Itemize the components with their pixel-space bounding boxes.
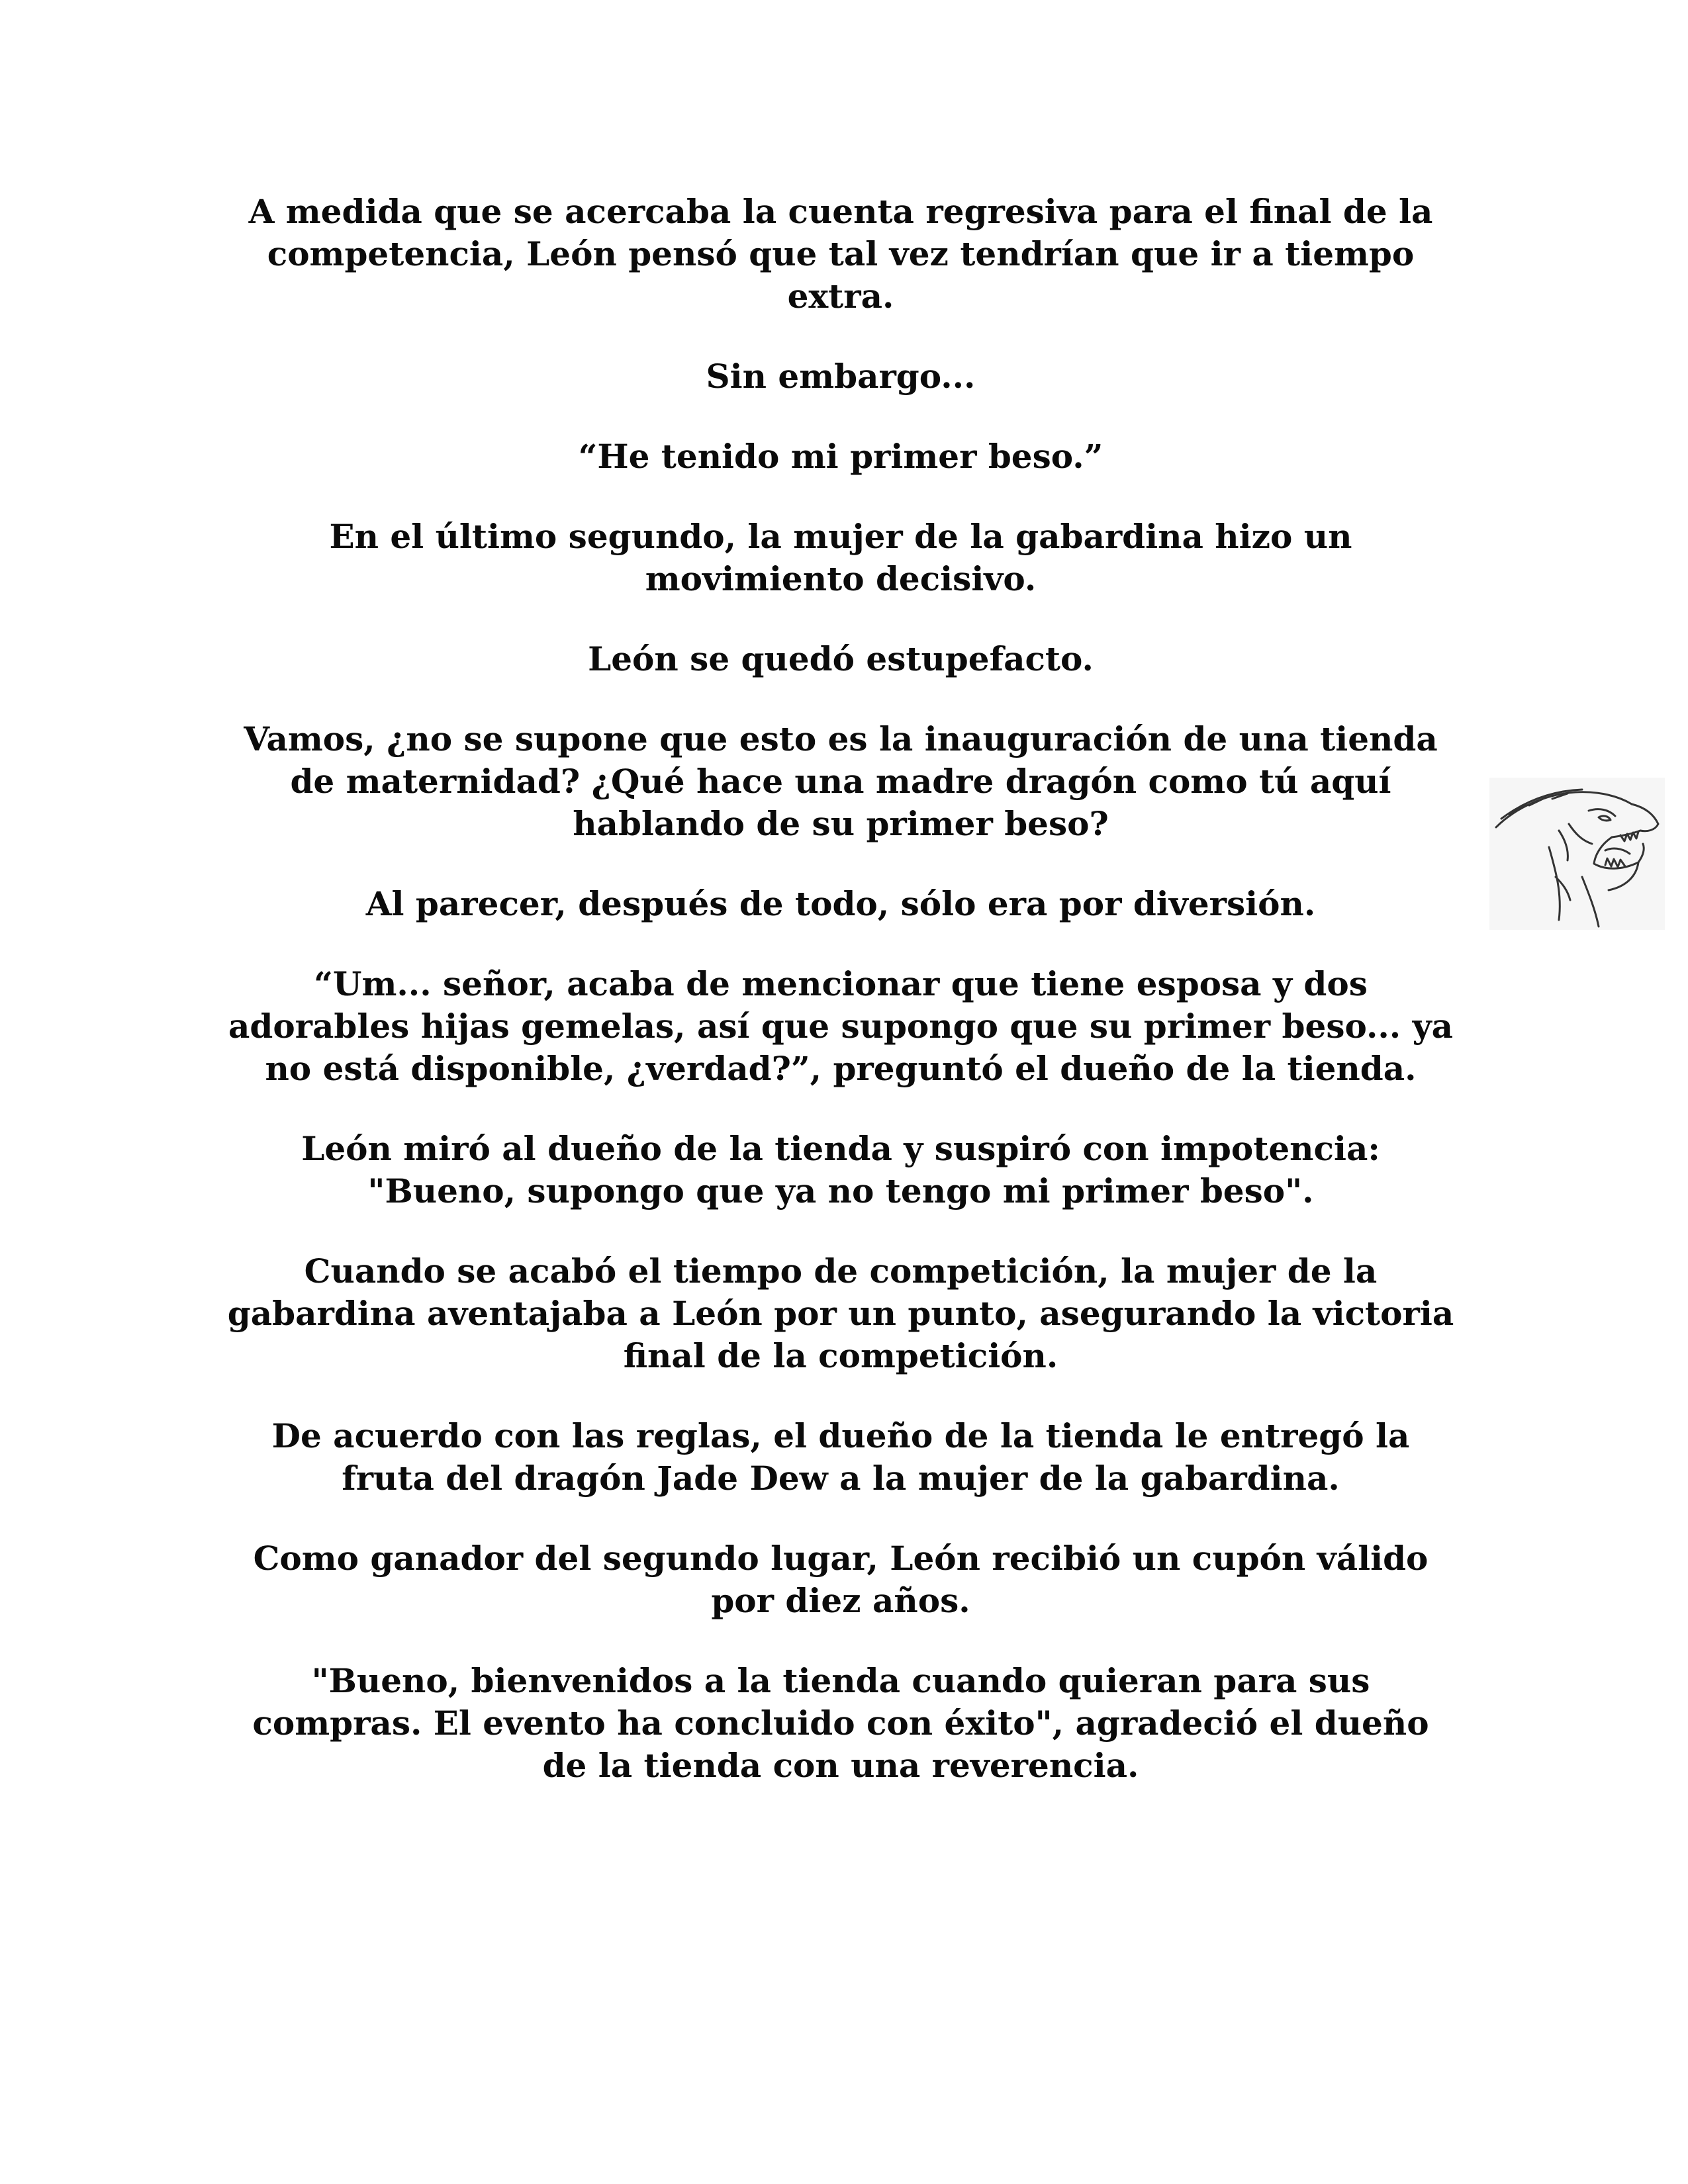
paragraph: Como ganador del segundo lugar, León recibió un cupón válido por diez años.: [253, 1539, 1429, 1620]
paragraph: “He tenido mi primer beso.”: [578, 437, 1103, 476]
paragraph: Al parecer, después de todo, sólo era por diversión.: [365, 884, 1316, 923]
paragraph: Cuando se acabó el tiempo de competición, la mujer de la gabardina aventajaba a León por un punto, asegurando la victoria final de la competición.: [227, 1251, 1454, 1375]
paragraph: "Bueno, bienvenidos a la tienda cuando quieran para sus compras. El evento ha concluido con éxito", agradeció el dueño de la tienda con una reverencia.: [252, 1661, 1429, 1785]
paragraph: De acuerdo con las reglas, el dueño de la tienda le entregó la fruta del dragón Jade Dew a la mujer de la gabardina.: [271, 1416, 1410, 1498]
paragraph: “Um... señor, acaba de mencionar que tiene esposa y dos adorables hijas gemelas, así que supongo que su primer beso... ya no está disponible, ¿verdad?”, preguntó el dueño de la tienda.: [228, 964, 1454, 1088]
story-text: [225, 191, 1456, 1825]
paragraph: León se quedó estupefacto.: [588, 639, 1094, 678]
paragraph: León miró al dueño de la tienda y suspiró con impotencia: "Bueno, supongo que ya no tengo mi primer beso".: [301, 1129, 1380, 1210]
paragraph: A medida que se acercaba la cuenta regresiva para el final de la competencia, León pensó que tal vez tendrían que ir a tiempo extra.: [248, 192, 1433, 316]
dragon-head-icon: [1489, 778, 1665, 930]
paragraph: En el último segundo, la mujer de la gabardina hizo un movimiento decisivo.: [329, 517, 1352, 598]
paragraph: Sin embargo...: [706, 357, 976, 396]
paragraph: Vamos, ¿no se supone que esto es la inauguración de una tienda de maternidad? ¿Qué hace una madre dragón como tú aquí hablando de su primer beso?: [244, 719, 1438, 843]
